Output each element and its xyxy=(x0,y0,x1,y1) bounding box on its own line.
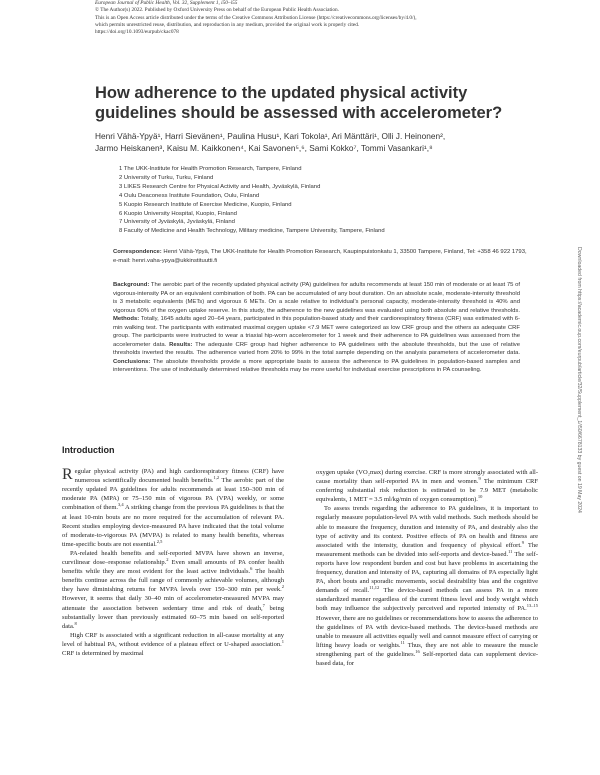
download-watermark-text: Downloaded from https://academic.oup.com/eurpub/article/32/Supplement_1/i50/6678133 by guest on 19 May 2024 xyxy=(576,247,582,513)
journal-citation: European Journal of Public Health, Vol. 32, Supplement 1, i50–i55 xyxy=(95,0,238,6)
section-heading-introduction: Introduction xyxy=(62,445,115,455)
paragraph: High CRF is associated with a significant reduction in all-cause mortality at any level of habitual PA, without evidence of a plateau effect or U-shaped association.$^1$ CRF is determined by maximal xyxy=(62,631,284,657)
abstract-results-label: Results: xyxy=(166,341,193,348)
citation-ref[interactable]: 10 xyxy=(477,494,483,500)
right-column xyxy=(316,468,538,668)
citation-ref[interactable]: 1 xyxy=(281,638,284,644)
affiliation-list xyxy=(119,165,519,236)
article-title: How adherence to the updated physical activity guidelines should be assessed with accelerometer? xyxy=(95,84,503,122)
license-line: This is an Open Access article distributed under the terms of the Creative Commons Attribution License (https://creativecommons.org/licenses/by/4.0/), xyxy=(95,14,417,21)
license-line-2: which permits unrestricted reuse, distribution, and reproduction in any medium, provided the original work is properly cited. xyxy=(95,21,360,28)
correspondence-label: Correspondence: xyxy=(113,249,162,255)
citation-ref[interactable]: 3,4 xyxy=(118,502,124,508)
citation-ref[interactable]: 2 xyxy=(166,556,169,562)
citation-ref[interactable]: 9 xyxy=(478,475,481,481)
paragraph: Regular physical activity (PA) and high cardiorespiratory fitness (CRF) have numerous scientifically documented health benefits.$^{1,2}$ The aerobic part of the recently updated PA guidelines for adults recommends at least 150–300 min of moderate PA (MPA) or 75–150 min of vigorous PA (VPA) weekly, or some combination of them.$^{3,4}$ A striking change from the previous PA guidelines is that the at least 10-min bouts are no more required for the accumulation of relevant PA. Recent studies employing device-measured PA have indicated that the total volume of moderate-to-vigorous PA (MVPA) is related to many health benefits, whereas time-specific bouts are not essential.$^{2,5}$ xyxy=(62,466,285,548)
affiliation-item: 2 University of Turku, Turku, Finland xyxy=(119,174,214,181)
citation-ref[interactable]: 11 xyxy=(400,639,405,645)
doi-link[interactable]: https://doi.org/10.1093/eurpub/ckac078 xyxy=(95,29,179,36)
abstract xyxy=(113,281,520,375)
abstract-background: The aerobic part of the recently updated physical activity (PA) guidelines for adults recommends at least 150 min of moderate or at least 75 of vigorous-intensity PA or an equivalent combination of both. PA can be accumulated of any bout duration. On an absolute scale, moderate-intensity threshold is 3 metabolic equivalents (METs) and vigorous 6 METs. On a scale relative to individual’s personal capacity, moderate-intensity threshold is 40% and vigorous 60% of the oxygen uptake reserve. In this study, the adherence to the new guidelines was evaluated using both absolute and relative thresholds. xyxy=(113,282,520,314)
left-column xyxy=(62,446,284,658)
affiliation-item: 4 Oulu Deaconess Institute Foundation, Oulu, Finland xyxy=(119,192,260,199)
paragraph: PA-related health benefits and self-reported MVPA have shown an inverse, curvilinear dose–response relationship.$^2$ Even small amounts of PA confer health benefits while they are most evident for the least active individuals.$^6$ The health benefits continue across the full range of commonly achievable volumes, although they have diminishing returns for MVPA levels over 150–300 min per week.$^2$ However, it seems that daily 30–40 min of accelerometer-measured MVPA may attenuate the association between sedentary time and risk of death,$^7$ being substantially lower than previously estimated 60–75 min based on self-reported data.$^8$ xyxy=(62,549,284,630)
citation-ref[interactable]: 11,12 xyxy=(369,585,380,591)
paragraph: oxygen uptake (VO₂max) during exercise. CRF is more strongly associated with all-cause mortality than self-reported PA in men and women.$^9$ The minimum CRF conferring substantial risk reduction is estimated to be 7.9 MET (metabolic equivalents, 1 MET = 3.5 ml/kg/min of oxygen consumption).$^{10}$ xyxy=(316,469,538,504)
abstract-results: The adequate CRF group had higher adherence to PA guidelines with the absolute thresholds, but the use of relative thresholds inverted the results. The adherence varied from 20% to 99% in the total sample depending on the analysis parameters of accelerometer data. xyxy=(113,341,520,356)
abstract-background-label: Background: xyxy=(113,282,150,288)
abstract-conclusions: The absolute thresholds provide a more appropriate basis to assess the adherence to PA guidelines in population-based samples and interventions. The use of individually determined relative thresholds may be more useful for individual exercise prescriptions in PA counseling. xyxy=(113,358,520,373)
citation-ref[interactable]: 8 xyxy=(74,620,77,626)
affiliation-item: 8 Faculty of Medicine and Health Technology, Military medicine, Tampere University, Tampere, Finland xyxy=(119,228,385,235)
author-list xyxy=(95,130,525,154)
citation-ref[interactable]: 9 xyxy=(521,539,524,545)
citation-ref[interactable]: 7 xyxy=(262,602,265,608)
correspondence-text: Henri Vähä-Ypyä, The UKK-Institute for Health Promotion Research, Kaupinpuistonkatu 1, 33500 Tampere, Finland, Tel: +358 46 922 1793, e-mail: henri.vaha-ypya@ukkinstituutti.fi xyxy=(113,249,527,264)
affiliation-item: 6 Kuopio University Hospital, Kuopio, Finland xyxy=(119,210,237,217)
drop-cap: R xyxy=(62,466,73,484)
affiliation-item: 3 LIKES Research Centre for Physical Activity and Health, Jyväskylä, Finland xyxy=(119,183,321,190)
abstract-methods-label: Methods: xyxy=(113,316,140,322)
affiliation-item: 1 The UKK-Institute for Health Promotion Research, Tampere, Finland xyxy=(119,166,302,172)
affiliation-item: 5 Kuopio Research Institute of Exercise Medicine, Kuopio, Finland xyxy=(119,201,292,208)
download-watermark xyxy=(572,120,586,640)
citation-ref[interactable]: 6 xyxy=(250,565,253,571)
citation-ref[interactable]: 2,5 xyxy=(156,538,163,544)
affiliation-item: 7 University of Jyväskylä, Jyväskylä, Finland xyxy=(119,219,235,226)
author-line: Henri Vähä-Ypyä¹, Harri Sievänen¹, Paulina Husu¹, Kari Tokola¹, Ari Mänttäri¹, Olli J. Heinonen², xyxy=(95,131,446,141)
citation-ref[interactable]: 1,2 xyxy=(213,475,220,481)
copyright-line: © The Author(s) 2022. Published by Oxford University Press on behalf of the European Public Health Association. xyxy=(95,7,340,14)
correspondence xyxy=(113,248,533,266)
abstract-methods: Totally, 1645 adults aged 20–64 years, participated in this population-based study and their cardiorespiratory fitness (CRF) was estimated with 6-min walking test. The participants with estimated maximal oxygen uptake <7.9 MET were categorized as low CRF group and the others as adequate CRF group. The participants were instructed to wear a triaxial hip-worn accelerometer for 1 week and their adherence to PA guidelines was assessed from the accelerometer data. xyxy=(113,316,520,348)
paragraph: To assess trends regarding the adherence to PA guidelines, it is important to regularly measure population-level PA with valid methods. Such methods should be able to measure the frequency, duration and intensity of PA, and desirably also the type of activity and its context. Positive effects of PA on health and fitness are associated with the intensity, duration and frequency of physical effort.$^9$ The measurement methods can be divided into self-reports and device-based.$^{11}$ The self-reports have low respondent burden and cost but have problems in ascertaining the frequency, duration and intensity of PA, capturing all domains of PA especially light PA, short bouts and sporadic movements, social desirability bias and the cognitive demands of recall.$^{11,12}$ The device-based methods can assess PA in a more standardized manner regardless of the current fitness level and body weight which both may influence the subjectively perceived and reported intensity of PA.$^{13-15}$ However, there are no guidelines or recommendations how to assess the adherence to the guidelines of PA with device-based methods. The device-based methods are unable to measure all activities equally well and cannot measure effect of carrying or lifting heavy loads or weights.$^{11}$ Thus, they are not able to measure the muscle strengthening part of the guidelines.$^{16}$ Self-reported data can supplement device-based data, for xyxy=(316,505,539,667)
citation-ref[interactable]: 13–15 xyxy=(526,603,538,609)
abstract-conclusions-label: Conclusions: xyxy=(113,358,151,365)
citation-ref[interactable]: 16 xyxy=(415,648,420,654)
citation-ref[interactable]: 2 xyxy=(281,584,284,590)
citation-ref[interactable]: 11 xyxy=(508,548,513,554)
journal-info xyxy=(95,0,525,36)
author-line: Jarmo Heiskanen³, Kaisu M. Kaikkonen⁴, Kai Savonen⁵,⁶, Sami Kokko⁷, Tommi Vasankari¹,⁸ xyxy=(95,143,433,153)
